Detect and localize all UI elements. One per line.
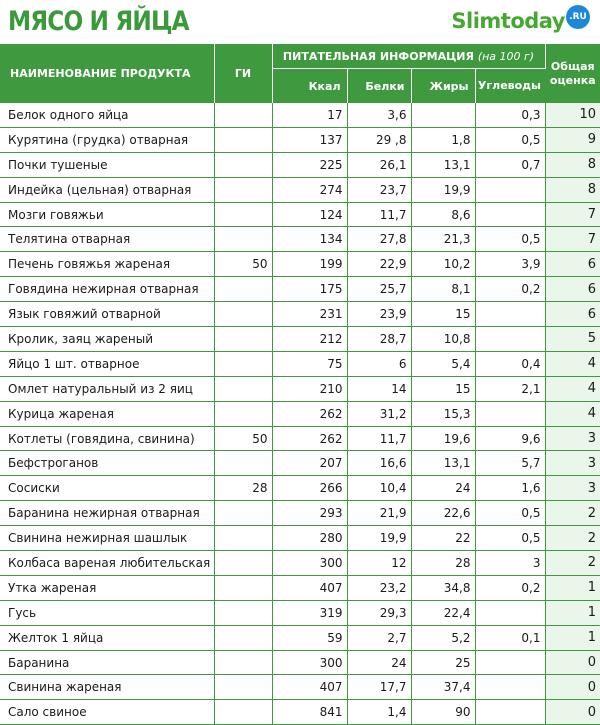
cell-protein: 27,8 bbox=[347, 227, 411, 252]
cell-carbs: 0,1 bbox=[475, 625, 545, 650]
cell-protein: 2,7 bbox=[347, 625, 411, 650]
cell-carbs bbox=[475, 202, 545, 227]
nutrition-table bbox=[0, 44, 600, 725]
table-row bbox=[0, 401, 600, 426]
cell-name: Курятина (грудка) отварная bbox=[0, 127, 214, 152]
cell-carbs: 0,5 bbox=[475, 501, 545, 526]
cell-kcal: 231 bbox=[272, 302, 347, 327]
cell-carbs bbox=[475, 700, 545, 725]
cell-kcal: 319 bbox=[272, 600, 347, 625]
cell-score: 4 bbox=[545, 351, 600, 376]
cell-kcal: 134 bbox=[272, 227, 347, 252]
cell-gi: 28 bbox=[214, 476, 272, 501]
cell-kcal: 59 bbox=[272, 625, 347, 650]
cell-fat: 10,8 bbox=[411, 327, 475, 352]
cell-fat: 22 bbox=[411, 526, 475, 551]
cell-kcal: 137 bbox=[272, 127, 347, 152]
table-row bbox=[0, 103, 600, 127]
cell-fat: 13,1 bbox=[411, 451, 475, 476]
cell-gi bbox=[214, 551, 272, 576]
cell-name: Утка жареная bbox=[0, 575, 214, 600]
cell-protein: 23,7 bbox=[347, 177, 411, 202]
cell-kcal: 225 bbox=[272, 152, 347, 177]
cell-kcal: 175 bbox=[272, 277, 347, 302]
logo-text: Slimtoday bbox=[451, 9, 565, 33]
cell-kcal: 212 bbox=[272, 327, 347, 352]
cell-protein: 11,7 bbox=[347, 202, 411, 227]
cell-gi bbox=[214, 526, 272, 551]
cell-score: 8 bbox=[545, 177, 600, 202]
cell-gi bbox=[214, 575, 272, 600]
cell-kcal: 293 bbox=[272, 501, 347, 526]
cell-name: Котлеты (говядина, свинина) bbox=[0, 426, 214, 451]
cell-fat: 90 bbox=[411, 700, 475, 725]
cell-gi bbox=[214, 376, 272, 401]
cell-name: Сосиски bbox=[0, 476, 214, 501]
cell-protein: 25,7 bbox=[347, 277, 411, 302]
cell-kcal: 262 bbox=[272, 401, 347, 426]
cell-gi bbox=[214, 650, 272, 675]
cell-carbs bbox=[475, 302, 545, 327]
logo-badge: .RU bbox=[566, 5, 590, 29]
table-row bbox=[0, 152, 600, 177]
cell-gi bbox=[214, 675, 272, 700]
cell-name: Курица жареная bbox=[0, 401, 214, 426]
cell-gi bbox=[214, 451, 272, 476]
table-row bbox=[0, 551, 600, 576]
cell-protein: 6 bbox=[347, 351, 411, 376]
cell-kcal: 75 bbox=[272, 351, 347, 376]
cell-kcal: 207 bbox=[272, 451, 347, 476]
cell-fat: 5,2 bbox=[411, 625, 475, 650]
cell-fat: 8,1 bbox=[411, 277, 475, 302]
cell-name: Свинина жареная bbox=[0, 675, 214, 700]
top-bar bbox=[0, 0, 600, 44]
cell-score: 6 bbox=[545, 302, 600, 327]
cell-score: 1 bbox=[545, 600, 600, 625]
cell-fat: 34,8 bbox=[411, 575, 475, 600]
table-row bbox=[0, 600, 600, 625]
cell-name: Омлет натуральный из 2 яиц bbox=[0, 376, 214, 401]
cell-gi bbox=[214, 327, 272, 352]
cell-gi bbox=[214, 103, 272, 127]
cell-protein: 29,3 bbox=[347, 600, 411, 625]
column-header-score: Общая оценка bbox=[545, 44, 600, 103]
cell-name: Почки тушеные bbox=[0, 152, 214, 177]
cell-score: 1 bbox=[545, 625, 600, 650]
cell-protein: 16,6 bbox=[347, 451, 411, 476]
table-row bbox=[0, 625, 600, 650]
table-row bbox=[0, 526, 600, 551]
cell-gi bbox=[214, 277, 272, 302]
cell-name: Желток 1 яйца bbox=[0, 625, 214, 650]
cell-fat: 1,8 bbox=[411, 127, 475, 152]
cell-carbs: 2,1 bbox=[475, 376, 545, 401]
cell-fat: 15,3 bbox=[411, 401, 475, 426]
cell-carbs: 5,7 bbox=[475, 451, 545, 476]
table-row bbox=[0, 302, 600, 327]
cell-kcal: 210 bbox=[272, 376, 347, 401]
table-row bbox=[0, 700, 600, 725]
cell-protein: 28,7 bbox=[347, 327, 411, 352]
table-row bbox=[0, 327, 600, 352]
cell-fat: 22,4 bbox=[411, 600, 475, 625]
cell-protein: 23,9 bbox=[347, 302, 411, 327]
table-row bbox=[0, 202, 600, 227]
cell-score: 3 bbox=[545, 476, 600, 501]
table-row bbox=[0, 252, 600, 277]
cell-fat bbox=[411, 103, 475, 127]
cell-gi bbox=[214, 227, 272, 252]
cell-fat: 21,3 bbox=[411, 227, 475, 252]
cell-kcal: 17 bbox=[272, 103, 347, 127]
table-row bbox=[0, 476, 600, 501]
cell-carbs: 3,9 bbox=[475, 252, 545, 277]
cell-fat: 22,6 bbox=[411, 501, 475, 526]
cell-fat: 5,4 bbox=[411, 351, 475, 376]
cell-protein: 1,4 bbox=[347, 700, 411, 725]
cell-name: Свинина нежирная шашлык bbox=[0, 526, 214, 551]
cell-gi: 50 bbox=[214, 426, 272, 451]
cell-fat: 10,2 bbox=[411, 252, 475, 277]
cell-kcal: 407 bbox=[272, 675, 347, 700]
cell-gi bbox=[214, 127, 272, 152]
table-row bbox=[0, 277, 600, 302]
cell-carbs bbox=[475, 650, 545, 675]
cell-kcal: 266 bbox=[272, 476, 347, 501]
cell-protein: 14 bbox=[347, 376, 411, 401]
table-row bbox=[0, 227, 600, 252]
cell-carbs: 0,3 bbox=[475, 103, 545, 127]
cell-gi: 50 bbox=[214, 252, 272, 277]
cell-gi bbox=[214, 202, 272, 227]
cell-protein: 17,7 bbox=[347, 675, 411, 700]
table-row bbox=[0, 501, 600, 526]
cell-kcal: 841 bbox=[272, 700, 347, 725]
cell-protein: 26,1 bbox=[347, 152, 411, 177]
cell-name: Телятина отварная bbox=[0, 227, 214, 252]
cell-carbs: 0,7 bbox=[475, 152, 545, 177]
cell-protein: 12 bbox=[347, 551, 411, 576]
cell-kcal: 407 bbox=[272, 575, 347, 600]
cell-gi bbox=[214, 401, 272, 426]
cell-kcal: 300 bbox=[272, 650, 347, 675]
cell-fat: 24 bbox=[411, 476, 475, 501]
cell-name: Кролик, заяц жареный bbox=[0, 327, 214, 352]
cell-carbs: 3 bbox=[475, 551, 545, 576]
cell-name: Бефстроганов bbox=[0, 451, 214, 476]
table-row bbox=[0, 650, 600, 675]
cell-fat: 15 bbox=[411, 302, 475, 327]
cell-score: 0 bbox=[545, 700, 600, 725]
cell-gi bbox=[214, 501, 272, 526]
table-row bbox=[0, 351, 600, 376]
cell-fat: 25 bbox=[411, 650, 475, 675]
cell-gi bbox=[214, 177, 272, 202]
cell-score: 4 bbox=[545, 401, 600, 426]
cell-fat: 28 bbox=[411, 551, 475, 576]
cell-score: 1 bbox=[545, 575, 600, 600]
cell-score: 2 bbox=[545, 526, 600, 551]
cell-protein: 23,2 bbox=[347, 575, 411, 600]
cell-score: 3 bbox=[545, 451, 600, 476]
cell-carbs: 9,6 bbox=[475, 426, 545, 451]
cell-carbs: 0,2 bbox=[475, 277, 545, 302]
cell-kcal: 199 bbox=[272, 252, 347, 277]
cell-carbs: 0,4 bbox=[475, 351, 545, 376]
table-header bbox=[0, 44, 600, 103]
column-header-protein: Белки bbox=[347, 69, 411, 104]
cell-name: Язык говяжий отварной bbox=[0, 302, 214, 327]
table-row bbox=[0, 575, 600, 600]
cell-name: Баранина нежирная отварная bbox=[0, 501, 214, 526]
cell-kcal: 262 bbox=[272, 426, 347, 451]
cell-name: Индейка (цельная) отварная bbox=[0, 177, 214, 202]
nutrition-unit-label: (на 100 г) bbox=[477, 49, 535, 63]
cell-gi bbox=[214, 302, 272, 327]
cell-kcal: 124 bbox=[272, 202, 347, 227]
cell-kcal: 280 bbox=[272, 526, 347, 551]
table-row bbox=[0, 675, 600, 700]
cell-score: 2 bbox=[545, 501, 600, 526]
cell-score: 10 bbox=[545, 103, 600, 127]
site-logo[interactable] bbox=[451, 8, 590, 34]
cell-gi bbox=[214, 700, 272, 725]
cell-gi bbox=[214, 152, 272, 177]
column-header-name: НАИМЕНОВАНИЕ ПРОДУКТА bbox=[0, 44, 214, 103]
cell-name: Печень говяжья жареная bbox=[0, 252, 214, 277]
cell-protein: 19,9 bbox=[347, 526, 411, 551]
cell-carbs bbox=[475, 177, 545, 202]
cell-protein: 11,7 bbox=[347, 426, 411, 451]
cell-name: Белок одного яйца bbox=[0, 103, 214, 127]
cell-fat: 37,4 bbox=[411, 675, 475, 700]
cell-score: 6 bbox=[545, 277, 600, 302]
cell-carbs bbox=[475, 675, 545, 700]
cell-fat: 19,9 bbox=[411, 177, 475, 202]
cell-carbs: 0,2 bbox=[475, 575, 545, 600]
cell-kcal: 274 bbox=[272, 177, 347, 202]
nutrition-group-label: ПИТАТЕЛЬНАЯ ИНФОРМАЦИЯ bbox=[282, 49, 474, 63]
cell-protein: 29 ,8 bbox=[347, 127, 411, 152]
cell-name: Гусь bbox=[0, 600, 214, 625]
cell-name: Колбаса вареная любительская bbox=[0, 551, 214, 576]
cell-gi bbox=[214, 351, 272, 376]
cell-score: 6 bbox=[545, 252, 600, 277]
cell-protein: 24 bbox=[347, 650, 411, 675]
cell-score: 4 bbox=[545, 376, 600, 401]
column-header-fat: Жиры bbox=[411, 69, 475, 104]
cell-kcal: 300 bbox=[272, 551, 347, 576]
cell-name: Сало свиное bbox=[0, 700, 214, 725]
column-header-kcal: Ккал bbox=[272, 69, 347, 104]
cell-carbs: 1,6 bbox=[475, 476, 545, 501]
cell-score: 0 bbox=[545, 675, 600, 700]
cell-gi bbox=[214, 625, 272, 650]
table-body bbox=[0, 103, 600, 725]
cell-fat: 19,6 bbox=[411, 426, 475, 451]
cell-protein: 31,2 bbox=[347, 401, 411, 426]
cell-carbs bbox=[475, 401, 545, 426]
cell-name: Говядина нежирная отварная bbox=[0, 277, 214, 302]
table-row bbox=[0, 127, 600, 152]
cell-protein: 21,9 bbox=[347, 501, 411, 526]
cell-score: 8 bbox=[545, 152, 600, 177]
cell-fat: 13,1 bbox=[411, 152, 475, 177]
cell-score: 9 bbox=[545, 127, 600, 152]
cell-protein: 22,9 bbox=[347, 252, 411, 277]
cell-carbs: 0,5 bbox=[475, 227, 545, 252]
table-row bbox=[0, 177, 600, 202]
cell-score: 7 bbox=[545, 227, 600, 252]
cell-carbs bbox=[475, 327, 545, 352]
cell-fat: 15 bbox=[411, 376, 475, 401]
cell-score: 2 bbox=[545, 551, 600, 576]
cell-name: Мозги говяжьи bbox=[0, 202, 214, 227]
table-row bbox=[0, 426, 600, 451]
cell-name: Баранина bbox=[0, 650, 214, 675]
cell-score: 5 bbox=[545, 327, 600, 352]
cell-fat: 8,6 bbox=[411, 202, 475, 227]
cell-carbs bbox=[475, 600, 545, 625]
column-header-carbs: Углеводы bbox=[475, 69, 545, 104]
cell-protein: 3,6 bbox=[347, 103, 411, 127]
table-row bbox=[0, 376, 600, 401]
cell-carbs: 0,5 bbox=[475, 127, 545, 152]
cell-carbs: 0,5 bbox=[475, 526, 545, 551]
page-title: МЯСО И ЯЙЦА bbox=[8, 6, 189, 37]
cell-gi bbox=[214, 600, 272, 625]
cell-score: 0 bbox=[545, 650, 600, 675]
cell-score: 7 bbox=[545, 202, 600, 227]
column-header-gi: ГИ bbox=[214, 44, 272, 103]
cell-protein: 10,4 bbox=[347, 476, 411, 501]
column-header-nutrition bbox=[272, 44, 545, 69]
table-row bbox=[0, 451, 600, 476]
cell-name: Яйцо 1 шт. отварное bbox=[0, 351, 214, 376]
cell-score: 3 bbox=[545, 426, 600, 451]
